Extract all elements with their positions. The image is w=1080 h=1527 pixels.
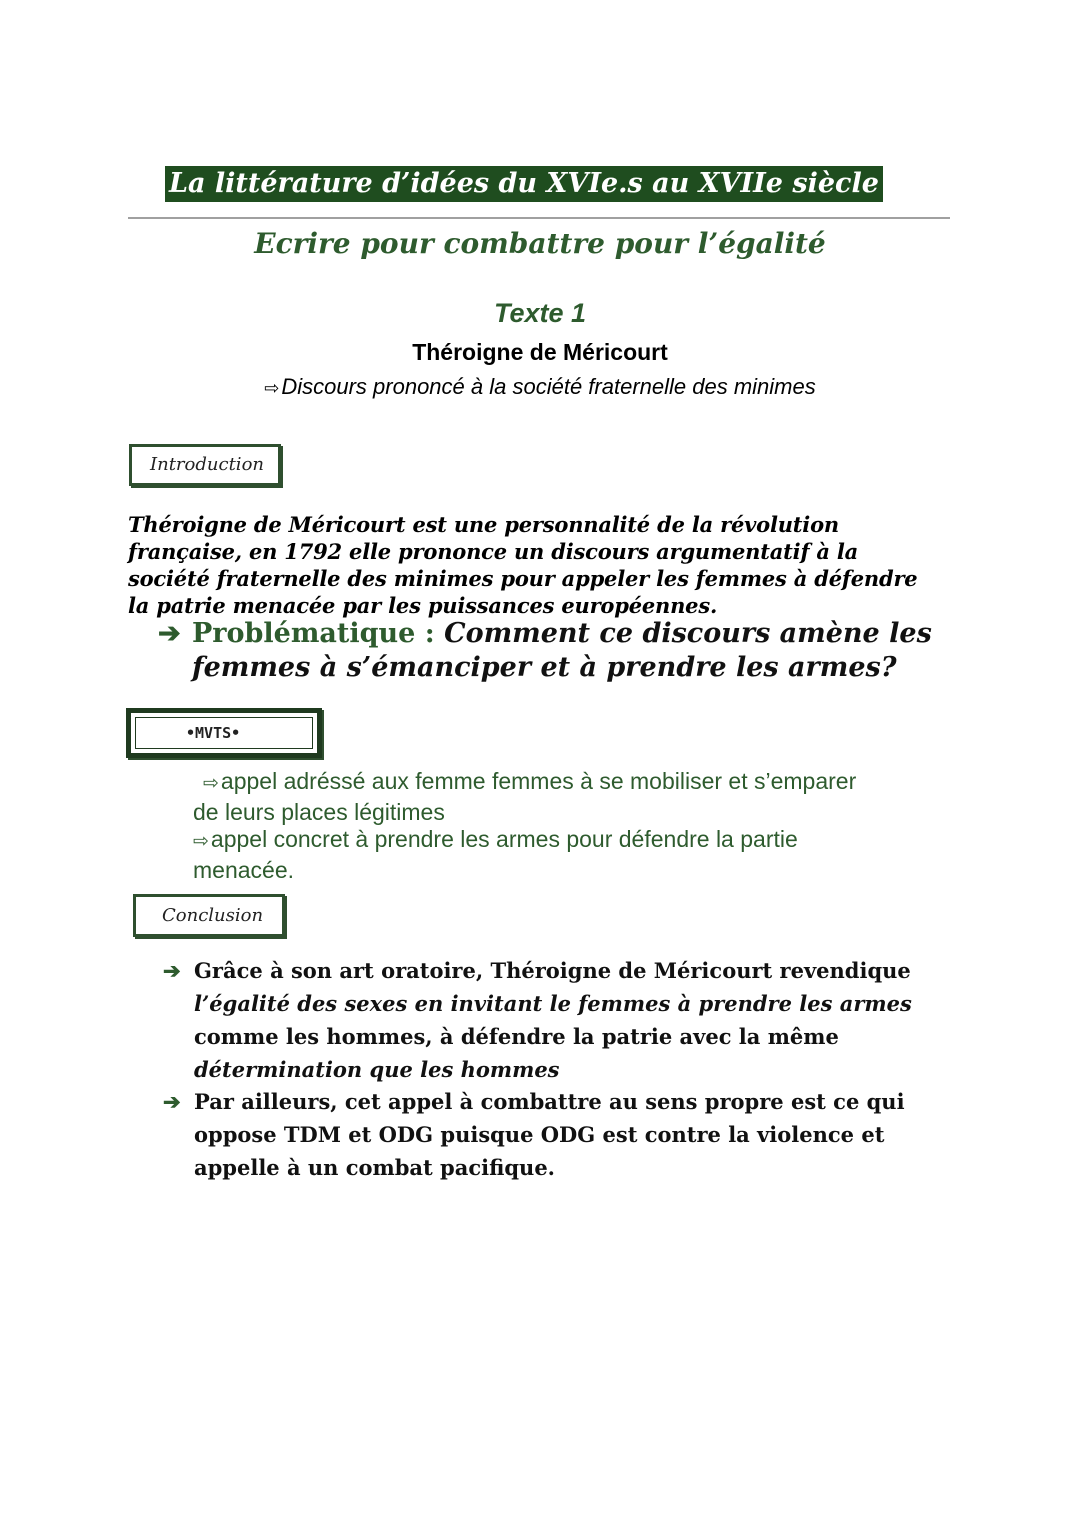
text-number-heading: Texte 1 [493,298,587,328]
introduction-label: Introduction [150,454,264,475]
conclusion-line: comme les hommes, à défendre la patrie avec la même [194,1024,839,1049]
movement-item-line2: de leurs places légitimes [193,799,445,825]
conclusion-item [163,1085,923,1184]
source-line [0,372,1080,403]
conclusion-label: Conclusion [162,905,264,926]
source-text: Discours prononcé à la société fraternelle des minimes [281,374,816,399]
movements-label-box [126,708,322,758]
introduction-label-box [129,444,281,486]
problematique-question-line1: Comment ce discours amène les [444,618,932,649]
conclusion-line: Grâce à son art oratoire, Théroigne de Méricourt revendique [194,958,911,983]
right-arrow-icon: ➔ [163,1089,181,1114]
movement-item [193,825,943,885]
conclusion-line: l’égalité des sexes en invitant le femmes à prendre les armes [194,991,912,1016]
document-subtitle: Ecrire pour combattre pour l’égalité [254,227,826,260]
movement-item-line2: menacée. [193,857,295,883]
movements-label: •MVTS• [186,724,241,742]
movement-item-line1: appel concret à prendre les armes pour défendre la partie [210,826,798,852]
problematique-label: Problématique : [192,618,435,649]
open-arrow-icon: ⇨ [193,831,209,852]
problematique [158,617,958,685]
author-name: Théroigne de Méricourt [412,339,668,365]
document-title: La littérature d’idées du XVIe.s au XVIIe siècle [165,166,883,202]
title-divider [128,217,950,219]
problematique-question-line2: femmes à s’émanciper et à prendre les armes? [192,652,897,683]
right-arrow-icon: ➔ [158,618,181,649]
conclusion-label-box [133,894,285,937]
introduction-paragraph: Théroigne de Méricourt est une personnalité de la révolution française, en 1792 elle prononce un discours argumentatif à la société fraternelle des minimes pour appeler les femmes à défendre la patrie menacée par les puissances européennes. [128,512,918,618]
conclusion-item [163,954,923,1086]
conclusion-line: détermination que les hommes [194,1057,560,1082]
conclusion-line: oppose TDM et ODG puisque ODG est contre la violence et [194,1122,885,1147]
conclusion-line: appelle à un combat pacifique. [194,1155,555,1180]
open-arrow-icon: ⇨ [203,773,219,794]
movement-item [193,767,943,827]
movement-item-line1: appel adréssé aux femme femmes à se mobiliser et s’emparer [220,768,857,794]
conclusion-line: Par ailleurs, cet appel à combattre au sens propre est ce qui [194,1089,905,1114]
right-arrow-icon: ➔ [163,958,181,983]
open-arrow-icon: ⇨ [264,378,280,398]
